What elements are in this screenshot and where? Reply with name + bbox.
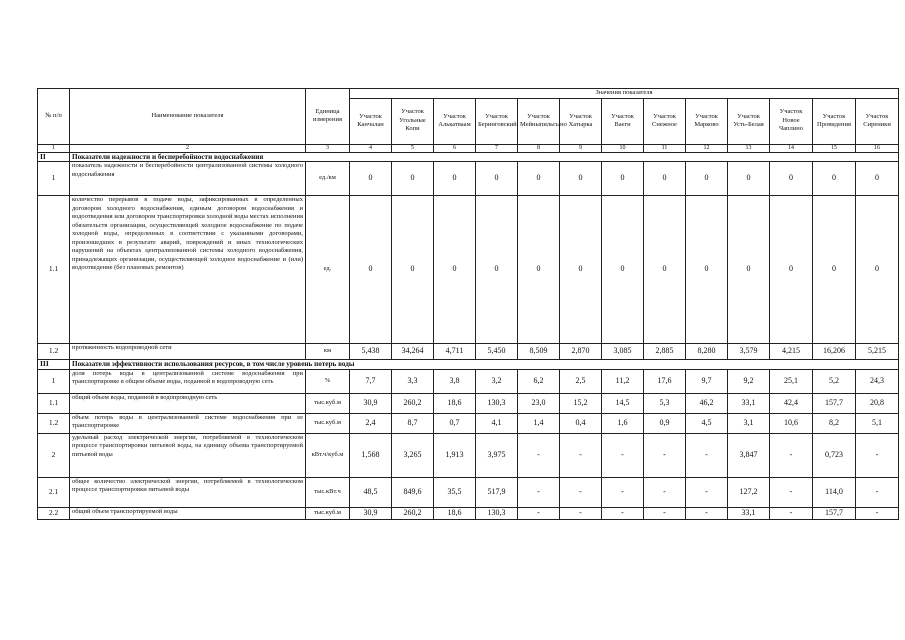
column-number: 10 xyxy=(602,144,644,152)
row-value: - xyxy=(560,433,602,477)
row-value: 0 xyxy=(602,196,644,344)
section-title: Показатели эффективности использования ресурсов, в том числе уровень потерь воды xyxy=(70,360,899,370)
row-value: - xyxy=(770,433,813,477)
row-unit: ед. xyxy=(306,196,350,344)
header-site: Участок Марково xyxy=(686,98,728,144)
row-value: 24,3 xyxy=(856,369,899,393)
row-value: 30,9 xyxy=(350,393,392,413)
header-unit: Единица измерения xyxy=(306,89,350,145)
header-site: Участок Ваеги xyxy=(602,98,644,144)
row-unit: тыс.куб.м xyxy=(306,507,350,519)
header-site: Участок Алькатваам xyxy=(434,98,476,144)
row-value: 0 xyxy=(434,196,476,344)
row-unit: тыс.куб.м xyxy=(306,413,350,433)
row-value: 0 xyxy=(686,162,728,196)
row-value: 0 xyxy=(770,196,813,344)
header-site: Участок Канчалан xyxy=(350,98,392,144)
header-row xyxy=(38,89,899,99)
table-row xyxy=(38,162,899,196)
row-value: 20,8 xyxy=(856,393,899,413)
table-row xyxy=(38,433,899,477)
row-value: 23,0 xyxy=(518,393,560,413)
row-value: 0 xyxy=(856,196,899,344)
row-value: 3,8 xyxy=(434,369,476,393)
row-value: 0 xyxy=(686,196,728,344)
row-value: 15,2 xyxy=(560,393,602,413)
row-value: - xyxy=(686,507,728,519)
section-title: Показатели надежности и бесперебойности водоснабжения xyxy=(70,152,899,162)
row-value: 7,7 xyxy=(350,369,392,393)
row-value: 0 xyxy=(644,196,686,344)
row-value: 3,265 xyxy=(392,433,434,477)
row-value: 8,2 xyxy=(813,413,856,433)
row-value: 9,2 xyxy=(728,369,770,393)
row-name: общее количество электрической энергии, потребляемой в технологическом процессе транспортировки питьевой воды xyxy=(70,477,306,507)
row-value: 18,6 xyxy=(434,393,476,413)
table-row xyxy=(38,507,899,519)
row-value: 0 xyxy=(602,162,644,196)
row-value: - xyxy=(856,477,899,507)
row-value: 157,7 xyxy=(813,393,856,413)
row-value: 260,2 xyxy=(392,393,434,413)
row-value: 17,6 xyxy=(644,369,686,393)
row-value: 30,9 xyxy=(350,507,392,519)
row-name: удельный расход электрической энергии, потребляемой в технологическом процессе транспортировки питьевой воды, на единицу объема транспортируемой питьевой воды xyxy=(70,433,306,477)
header-site: Участок Угольные Копи xyxy=(392,98,434,144)
row-value: 0 xyxy=(350,196,392,344)
row-value: 0 xyxy=(560,162,602,196)
row-value: - xyxy=(856,433,899,477)
row-value: 0 xyxy=(392,162,434,196)
row-value: 0 xyxy=(476,196,518,344)
row-value: 0 xyxy=(644,162,686,196)
row-value: 0 xyxy=(392,196,434,344)
table-row xyxy=(38,393,899,413)
column-number: 3 xyxy=(306,144,350,152)
header-index: № п/п xyxy=(38,89,70,145)
row-value: 8,280 xyxy=(686,344,728,360)
row-value: 3,579 xyxy=(728,344,770,360)
row-value: - xyxy=(602,433,644,477)
row-value: 130,3 xyxy=(476,393,518,413)
row-value: - xyxy=(770,507,813,519)
row-value: 517,9 xyxy=(476,477,518,507)
table-row xyxy=(38,369,899,393)
indicators-table xyxy=(37,88,899,520)
row-unit: тыс.кВт.ч xyxy=(306,477,350,507)
column-numbers-row xyxy=(38,144,899,152)
row-value: 3,975 xyxy=(476,433,518,477)
column-number: 11 xyxy=(644,144,686,152)
row-value: 5,3 xyxy=(644,393,686,413)
row-value: 3,847 xyxy=(728,433,770,477)
row-value: 0 xyxy=(856,162,899,196)
row-value: 0 xyxy=(518,162,560,196)
row-value: 5,2 xyxy=(813,369,856,393)
row-value: 0 xyxy=(728,196,770,344)
row-value: 1,913 xyxy=(434,433,476,477)
row-value: 33,1 xyxy=(728,507,770,519)
row-value: 3,085 xyxy=(602,344,644,360)
row-value: - xyxy=(770,477,813,507)
row-value: 3,3 xyxy=(392,369,434,393)
row-value: 4,215 xyxy=(770,344,813,360)
row-value: 6,2 xyxy=(518,369,560,393)
header-site: Участок Усть-Белая xyxy=(728,98,770,144)
row-value: 0 xyxy=(813,196,856,344)
column-number: 5 xyxy=(392,144,434,152)
row-value: - xyxy=(856,507,899,519)
row-index: 1.2 xyxy=(38,344,70,360)
row-index: 1 xyxy=(38,369,70,393)
row-value: 5,438 xyxy=(350,344,392,360)
row-name: доля потерь воды в централизованной системе водоснабжения при транспортировке в общем объеме воды, поданной в водопроводную сеть xyxy=(70,369,306,393)
row-index: 1.1 xyxy=(38,393,70,413)
header-values-title: Значения показателя xyxy=(350,89,899,99)
row-value: 11,2 xyxy=(602,369,644,393)
header-site: Участок Мейныпильгыно xyxy=(518,98,560,144)
row-index: 1.2 xyxy=(38,413,70,433)
row-value: 0 xyxy=(813,162,856,196)
row-value: 3,1 xyxy=(728,413,770,433)
table-row xyxy=(38,344,899,360)
row-value: 0,9 xyxy=(644,413,686,433)
row-value: 16,206 xyxy=(813,344,856,360)
header-site: Участок Беринговский xyxy=(476,98,518,144)
row-value: 0,7 xyxy=(434,413,476,433)
row-value: 14,5 xyxy=(602,393,644,413)
row-name: протяженность водопроводной сети xyxy=(70,344,306,360)
row-value: 1,6 xyxy=(602,413,644,433)
header-site: Участок Сиреники xyxy=(856,98,899,144)
row-value: 1,568 xyxy=(350,433,392,477)
row-value: - xyxy=(644,477,686,507)
row-unit: ед./км xyxy=(306,162,350,196)
row-value: 5,1 xyxy=(856,413,899,433)
row-value: 0,723 xyxy=(813,433,856,477)
column-number: 9 xyxy=(560,144,602,152)
row-value: - xyxy=(644,507,686,519)
row-value: 42,4 xyxy=(770,393,813,413)
row-value: 48,5 xyxy=(350,477,392,507)
column-number: 12 xyxy=(686,144,728,152)
row-index: 1.1 xyxy=(38,196,70,344)
header-site: Участок Новое Чаплино xyxy=(770,98,813,144)
row-value: 1,4 xyxy=(518,413,560,433)
row-value: 4,711 xyxy=(434,344,476,360)
row-index: 2.1 xyxy=(38,477,70,507)
row-value: 33,1 xyxy=(728,393,770,413)
row-value: 157,7 xyxy=(813,507,856,519)
header-site: Участок Хатырка xyxy=(560,98,602,144)
row-value: 0 xyxy=(728,162,770,196)
row-value: 114,0 xyxy=(813,477,856,507)
column-number: 7 xyxy=(476,144,518,152)
row-value: - xyxy=(644,433,686,477)
row-name: количество перерывов в подаче воды, зафиксированных в определенных договором холодного водоснабжения, единым договором водоснабжения и водоотведения или договором транспортировки холодной воды местах исполнения обязательств организации, осуществляющей холодное водоснабжение по подаче холодной воды, определенных в соответствии с указанными договорами, произошедших в результате аварий, повреждений и иных технологических нарушений на объектах централизованной системы холодного водоснабжения, принадлежащих организации, осуществляющей холодное водоснабжение и (или) водоотведение (без плановых ремонтов) xyxy=(70,196,306,344)
column-number: 13 xyxy=(728,144,770,152)
row-value: 34,264 xyxy=(392,344,434,360)
row-value: 46,2 xyxy=(686,393,728,413)
row-value: 35,5 xyxy=(434,477,476,507)
row-value: 2,885 xyxy=(644,344,686,360)
section-row xyxy=(38,360,899,370)
row-value: 25,1 xyxy=(770,369,813,393)
row-index: 2.2 xyxy=(38,507,70,519)
row-name: общий объем транспортируемой воды xyxy=(70,507,306,519)
row-index: 1 xyxy=(38,162,70,196)
row-value: 3,2 xyxy=(476,369,518,393)
row-value: 0 xyxy=(350,162,392,196)
row-value: 0 xyxy=(560,196,602,344)
row-index: 2 xyxy=(38,433,70,477)
row-value: 127,2 xyxy=(728,477,770,507)
row-value: 849,6 xyxy=(392,477,434,507)
section-row xyxy=(38,152,899,162)
row-name: общий объем воды, поданной в водопроводную сеть xyxy=(70,393,306,413)
row-name: объем потерь воды в централизованной системе водоснабжения при ее транспортировке xyxy=(70,413,306,433)
row-value: - xyxy=(518,477,560,507)
column-number: 16 xyxy=(856,144,899,152)
row-value: - xyxy=(602,507,644,519)
row-value: 0 xyxy=(476,162,518,196)
header-site: Участок Провидения xyxy=(813,98,856,144)
row-value: - xyxy=(560,477,602,507)
column-number: 15 xyxy=(813,144,856,152)
header-name: Наименование показателя xyxy=(70,89,306,145)
row-value: 0 xyxy=(518,196,560,344)
row-value: - xyxy=(686,477,728,507)
column-number: 14 xyxy=(770,144,813,152)
row-value: - xyxy=(560,507,602,519)
row-value: 18,6 xyxy=(434,507,476,519)
row-value: - xyxy=(518,507,560,519)
row-unit: км xyxy=(306,344,350,360)
header-site: Участок Снежное xyxy=(644,98,686,144)
row-value: 2,4 xyxy=(350,413,392,433)
row-value: 9,7 xyxy=(686,369,728,393)
row-value: 10,6 xyxy=(770,413,813,433)
column-number: 4 xyxy=(350,144,392,152)
row-value: 2,5 xyxy=(560,369,602,393)
row-value: 5,450 xyxy=(476,344,518,360)
column-number: 8 xyxy=(518,144,560,152)
row-value: 130,3 xyxy=(476,507,518,519)
section-index: III xyxy=(38,360,70,370)
table-row xyxy=(38,477,899,507)
row-unit: тыс.куб.м xyxy=(306,393,350,413)
row-unit: % xyxy=(306,369,350,393)
row-value: 2,870 xyxy=(560,344,602,360)
row-value: - xyxy=(518,433,560,477)
row-value: 260,2 xyxy=(392,507,434,519)
section-index: II xyxy=(38,152,70,162)
row-value: - xyxy=(602,477,644,507)
row-name: показатель надежности и бесперебойности централизованной системы холодного водоснабжения xyxy=(70,162,306,196)
row-value: 0 xyxy=(770,162,813,196)
column-number: 2 xyxy=(70,144,306,152)
row-value: 4,1 xyxy=(476,413,518,433)
column-number: 6 xyxy=(434,144,476,152)
row-value: 0,4 xyxy=(560,413,602,433)
column-number: 1 xyxy=(38,144,70,152)
row-value: 4,5 xyxy=(686,413,728,433)
row-value: 5,215 xyxy=(856,344,899,360)
table-row xyxy=(38,196,899,344)
row-value: 0 xyxy=(434,162,476,196)
row-value: 8,509 xyxy=(518,344,560,360)
row-value: - xyxy=(686,433,728,477)
row-value: 8,7 xyxy=(392,413,434,433)
row-unit: кВт.ч/куб.м xyxy=(306,433,350,477)
table-row xyxy=(38,413,899,433)
